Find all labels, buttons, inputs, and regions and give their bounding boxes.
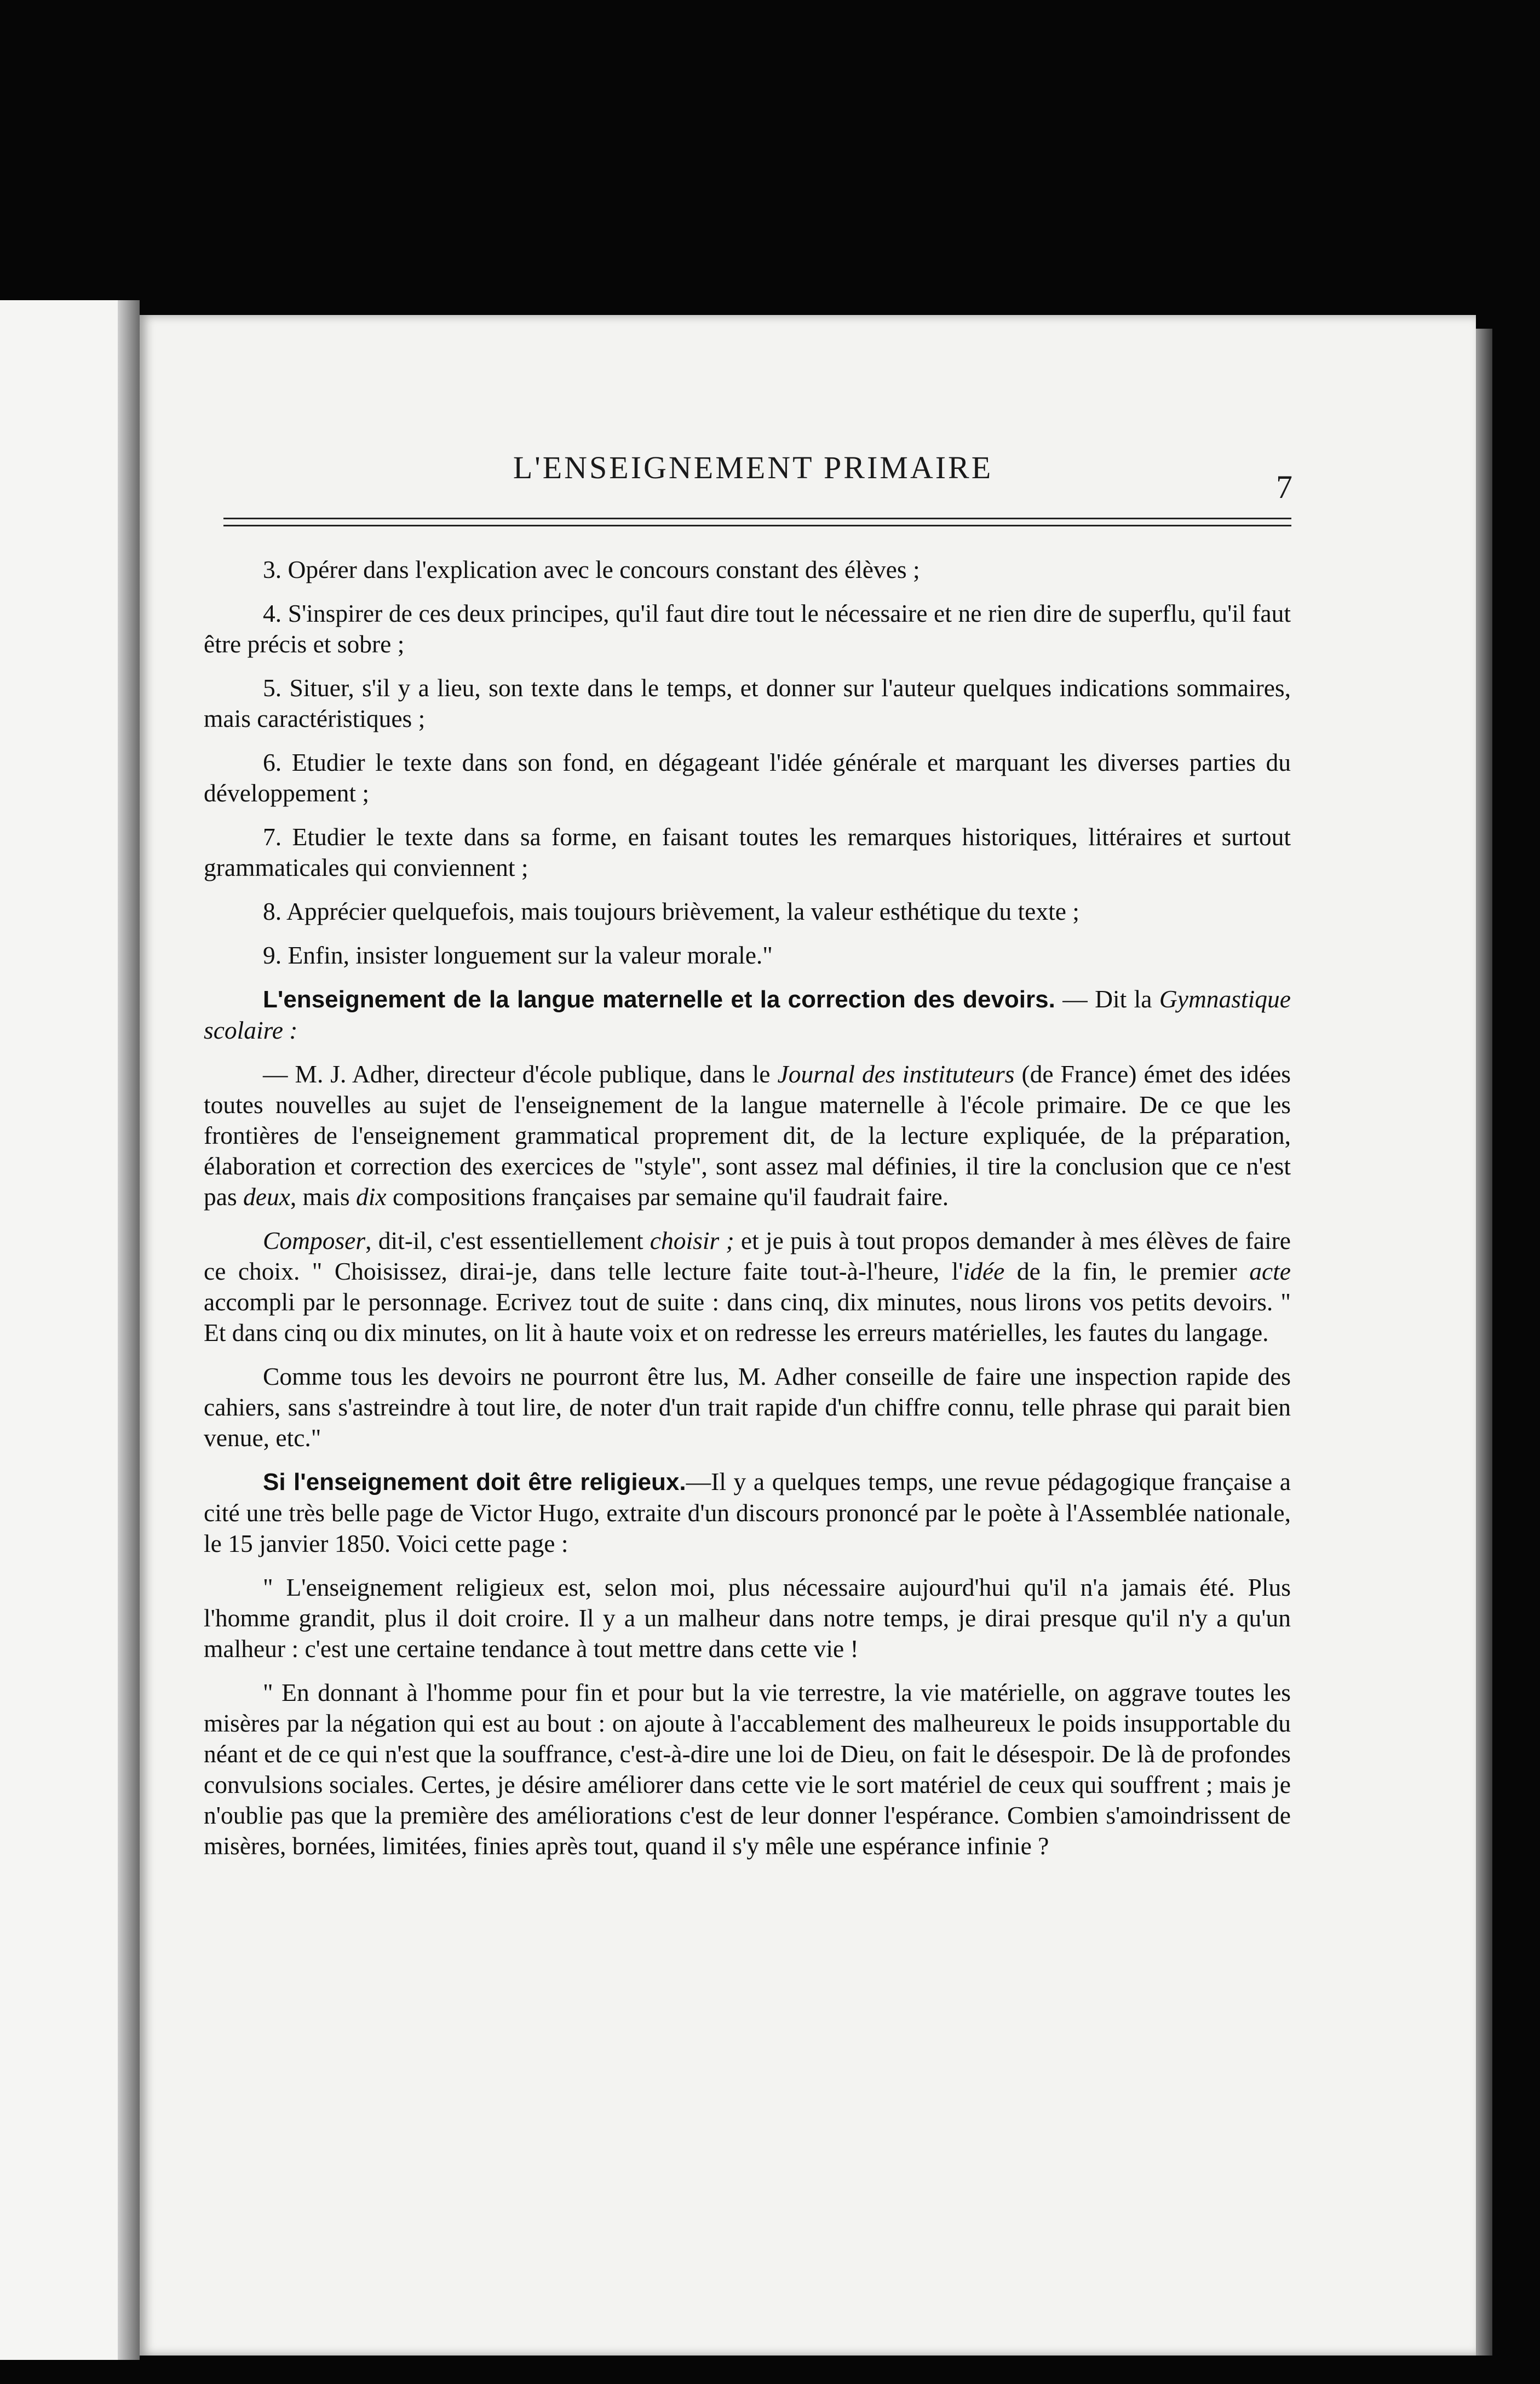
paragraph: Comme tous les devoirs ne pourront être lus, M. Adher conseille de faire une inspection rapide des cahiers, sans s'astreindre à tout lire, de noter d'un trait rapide d'un chiffre connu, telle phrase qui parait bien venue, etc."	[204, 1362, 1291, 1452]
quote-paragraph: " L'enseignement religieux est, selon moi, plus nécessaire aujourd'hui qu'il n'a jamais été. Plus l'homme grandit, plus il doit croire. Il y a un malheur dans notre temps, je dirai presque qu'il n'y a qu'un malheur : c'est une certaine tendance à tout mettre dans cette vie !	[204, 1573, 1291, 1663]
list-item: 3. Opérer dans l'explication avec le concours constant des élèves ;	[263, 555, 920, 583]
section-heading: Si l'enseignement doit être religieux.	[263, 1469, 686, 1495]
book-gutter	[118, 300, 140, 2360]
list-item: 8. Apprécier quelquefois, mais toujours brièvement, la valeur esthétique du texte ;	[263, 897, 1079, 925]
list-item: 6. Etudier le texte dans son fond, en dégageant l'idée générale et marquant les diverses parties du développement ;	[204, 748, 1291, 807]
page-number: 7	[1276, 469, 1292, 505]
header-rule	[223, 518, 1291, 526]
section-heading-paragraph: Si l'enseignement doit être religieux.—Il y a quelques temps, une revue pédagogique française a cité une très belle page de Victor Hugo, extraite d'un discours prononcé par le poète à l'Assemblée nationale, le 15 janvier 1850. Voici cette page :	[204, 1468, 1291, 1557]
section-heading: L'enseignement de la langue maternelle et la correction des devoirs.	[263, 986, 1055, 1013]
left-page-edge	[0, 300, 131, 2360]
source-title: Gymnastique scolaire :	[204, 985, 1291, 1044]
page-edge	[1476, 329, 1492, 2356]
paragraph: Composer, dit-il, c'est essentiellement choisir ; et je puis à tout propos demander à mes élèves de faire ce choix. " Choisissez, dirai-je, dans telle lecture faite tout-à-l'heure, l'idée de la fin, le premier acte accompli par le personnage. Ecrivez tout de suite : dans cinq, dix minutes, nous lirons vos petits devoirs. " Et dans cinq ou dix minutes, on lit à haute voix et on redresse les erreurs matérielles, les fautes du langage.	[204, 1227, 1291, 1346]
list-item: 4. S'inspirer de ces deux principes, qu'il faut dire tout le nécessaire et ne rien dire de superflu, qu'il faut être précis et sobre ;	[204, 599, 1291, 658]
list-item: 5. Situer, s'il y a lieu, son texte dans le temps, et donner sur l'auteur quelques indications sommaires, mais caractéristiques ;	[204, 674, 1291, 732]
list-item: 9. Enfin, insister longuement sur la valeur morale."	[263, 941, 773, 969]
page-content	[204, 554, 1291, 1875]
paragraph: — M. J. Adher, directeur d'école publique, dans le Journal des instituteurs (de France) émet des idées toutes nouvelles au sujet de l'enseignement de la langue maternelle à l'école primaire. De ce que les frontières de l'enseignement grammatical proprement dit, de la lecture expliquée, de la préparation, élaboration et correction des exercices de "style", sont assez mal définies, il tire la conclusion que ce n'est pas deux, mais dix compositions françaises par semaine qu'il faudrait faire.	[204, 1060, 1291, 1211]
quote-paragraph: " En donnant à l'homme pour fin et pour but la vie terrestre, la vie matérielle, on aggrave toutes les misères par la négation qui est au bout : on ajoute à l'accablement des malheureux le poids insupportable du néant et de ce qui n'est que la souffrance, c'est-à-dire une loi de Dieu, on fait le désespoir. De là de profondes convulsions sociales. Certes, je désire améliorer dans cette vie le sort matériel de ceux qui souffrent ; mais je n'oublie pas que la première des améliorations c'est de leur donner l'espérance. Combien s'amoindrissent de misères, bornées, limitées, finies après tout, quand il s'y mêle une espérance infinie ?	[204, 1678, 1291, 1860]
running-header: L'ENSEIGNEMENT PRIMAIRE	[513, 450, 993, 485]
list-item: 7. Etudier le texte dans sa forme, en faisant toutes les remarques historiques, littéraires et surtout grammaticales qui conviennent ;	[204, 823, 1291, 881]
section-heading-paragraph: L'enseignement de la langue maternelle et la correction des devoirs. — Dit la Gymnastique scolaire :	[204, 985, 1291, 1044]
